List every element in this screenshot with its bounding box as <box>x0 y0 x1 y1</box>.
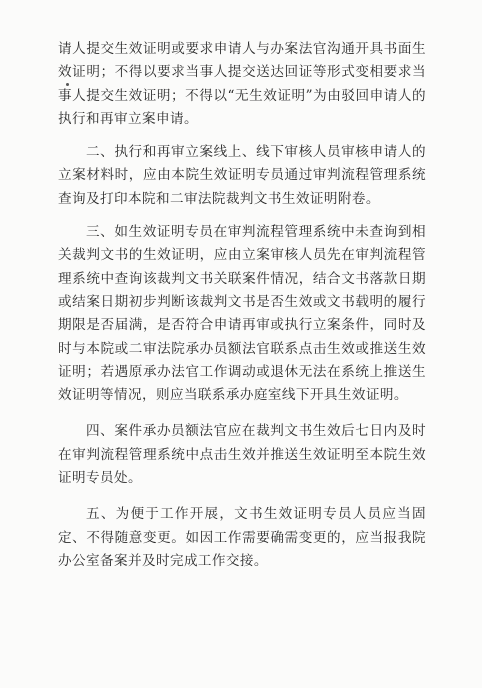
document-body <box>58 38 426 573</box>
paragraph-item-5: 五、为便于工作开展，文书生效证明专员人员应当固定、不得随意变更。如因工作需要确需变更的，应当报我院办公室备案并及时完成工作交接。 <box>58 506 426 569</box>
paragraph-item-2: 二、执行和再审立案线上、线下审核人员审核申请人的立案材料时，应由本院生效证明专员通过审判流程管理系统查询及打印本院和二审法院裁判文书生效证明附卷。 <box>58 144 426 207</box>
paragraph-item-4: 四、案件承办员额法官应在裁判文书生效后七日内及时在审判流程管理系统中点击生效并推送生效证明至本院生效证明专员处。 <box>58 423 426 487</box>
paragraph-item-3: 三、如生效证明专员在审判流程管理系统中未查询到相关裁判文书的生效证明，应由立案审核人员先在审判流程管理系统中查询该裁判文书关联案件情况，结合文书落款日期或结案日期初步判断该裁判文书是否生效或文书载明的履行期限是否届满，是否符合申请再审或执行立案条件，同时及时与本院或二审法院承办员额法官联系点击生效或推送生效证明；若遇原承办法官工作调动或退休无法在系统上推送生效证明等情况，则应当联系承办庭室线下开具生效证明。 <box>58 224 426 404</box>
paragraph-continuation: 请人提交生效证明或要求申请人与办案法官沟通开具书面生效证明；不得以要求当事人提交送达回证等形式变相要求当事人提交生效证明；不得以“无生效证明”为由驳回申请人的执行和再审立案申请。 <box>58 41 426 127</box>
